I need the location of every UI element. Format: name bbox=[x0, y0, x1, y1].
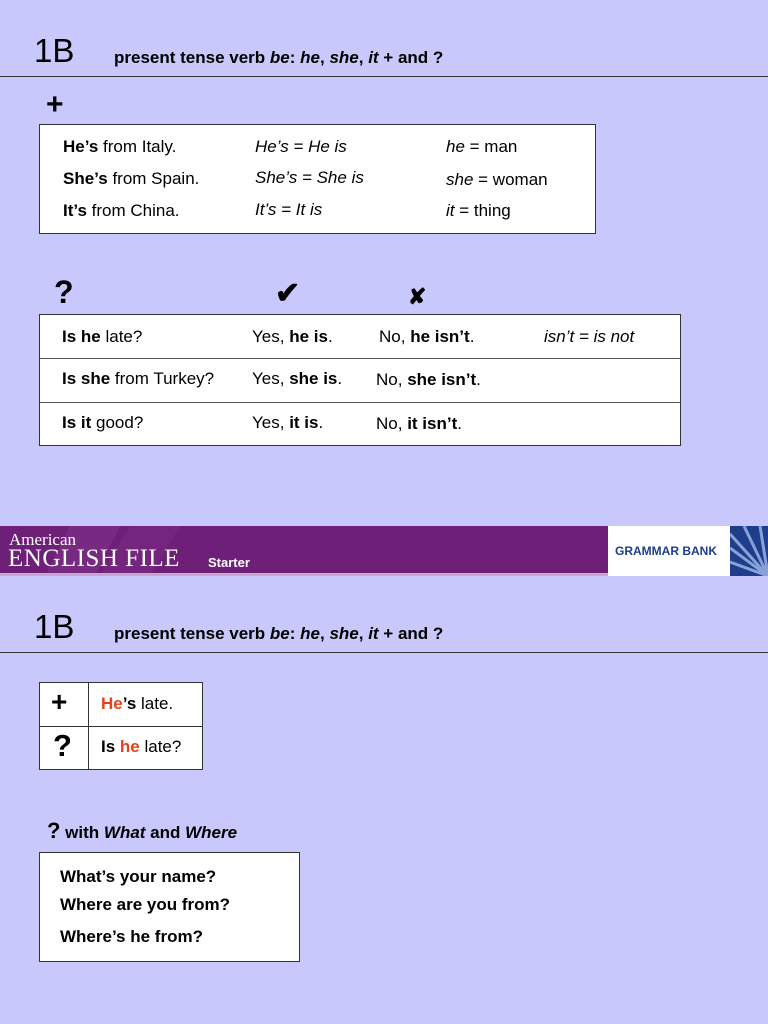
wh-heading: ? with What and Where bbox=[47, 818, 238, 843]
wh-question: What’s your name? bbox=[60, 867, 217, 886]
question-symbol: ? bbox=[53, 728, 72, 763]
contraction: He’s = He is bbox=[255, 137, 347, 156]
short-answer-no: No, she isn’t. bbox=[376, 370, 481, 389]
contraction: She’s = She is bbox=[255, 168, 364, 187]
brand-title: ENGLISH FILE bbox=[8, 545, 180, 572]
positive-table bbox=[39, 124, 596, 234]
question-symbol: ? bbox=[54, 274, 74, 310]
short-answer-yes: Yes, she is. bbox=[252, 369, 343, 388]
summary-table bbox=[39, 682, 203, 770]
brand-banner bbox=[0, 526, 768, 576]
contraction-note: isn’t = is not bbox=[544, 327, 635, 346]
section-label-box bbox=[608, 526, 730, 576]
summary-positive: He’s late. bbox=[101, 694, 174, 713]
wh-question: Where’s he from? bbox=[60, 927, 203, 946]
row-divider bbox=[40, 402, 680, 403]
question-table bbox=[39, 314, 681, 446]
example-sentence: He’s from Italy. bbox=[63, 137, 177, 156]
section-title: present tense verb be: he, she, it + and ? bbox=[114, 624, 444, 643]
gloss: it = thing bbox=[446, 201, 511, 220]
row-divider bbox=[40, 358, 680, 359]
unit-number: 1B bbox=[34, 608, 75, 645]
wh-question-box bbox=[39, 852, 300, 962]
question-sentence: Is he late? bbox=[62, 327, 143, 346]
section-label: GRAMMAR BANK bbox=[615, 544, 717, 558]
wh-question: Where are you from? bbox=[60, 895, 231, 914]
sun-rays-icon bbox=[730, 526, 768, 576]
unit-number: 1B bbox=[34, 32, 75, 69]
plus-symbol: + bbox=[51, 686, 68, 717]
question-sentence: Is she from Turkey? bbox=[62, 369, 215, 388]
header-rule bbox=[0, 652, 768, 653]
header-rule bbox=[0, 76, 768, 77]
brand-line1: American bbox=[9, 530, 77, 549]
brand-level: Starter bbox=[208, 555, 250, 570]
short-answer-no: No, he isn’t. bbox=[379, 327, 475, 346]
short-answer-no: No, it isn’t. bbox=[376, 414, 462, 433]
gloss: he = man bbox=[446, 137, 518, 156]
example-sentence: She’s from Spain. bbox=[63, 169, 200, 188]
positive-symbol: + bbox=[46, 88, 64, 121]
gloss: she = woman bbox=[446, 170, 548, 189]
cross-icon: ✘ bbox=[408, 284, 427, 309]
section-title: present tense verb be: he, she, it + and ? bbox=[114, 48, 444, 67]
short-answer-yes: Yes, he is. bbox=[252, 327, 333, 346]
check-icon: ✔ bbox=[275, 277, 301, 310]
summary-question: Is he late? bbox=[101, 737, 182, 756]
question-sentence: Is it good? bbox=[62, 413, 144, 432]
banner-rays bbox=[730, 526, 768, 576]
example-sentence: It’s from China. bbox=[63, 201, 180, 220]
contraction: It’s = It is bbox=[255, 200, 323, 219]
short-answer-yes: Yes, it is. bbox=[252, 413, 324, 432]
row-divider bbox=[40, 726, 202, 727]
